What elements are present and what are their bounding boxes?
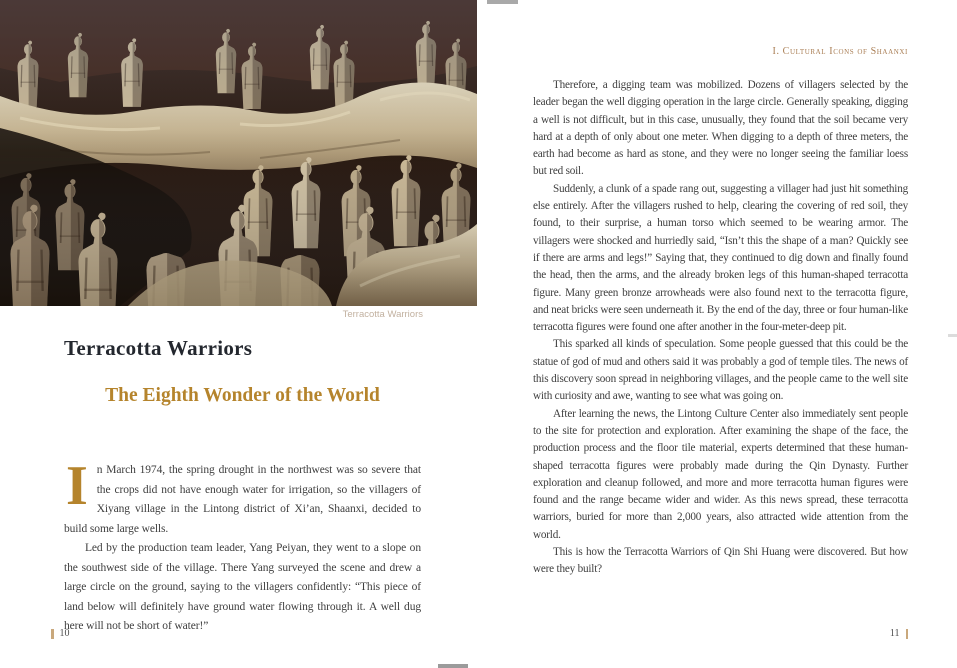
running-header: I. Cultural Icons of Shaanxi	[772, 46, 908, 57]
photo-caption: Terracotta Warriors	[342, 309, 423, 320]
right-page-body	[533, 77, 908, 579]
right-edge-marker	[948, 334, 957, 337]
drop-cap: I	[66, 455, 88, 517]
paragraph: This sparked all kinds of speculation. Some people guessed that this could be the statue of god of mud and others said it was probably a god of temple tiles. The news of this discovery soon spread in neighboring villages, and the people came to the well site with curiosity and awe, wanting to see what was going on.	[533, 338, 908, 403]
page-rule	[906, 629, 909, 639]
paragraph-text: n March 1974, the spring drought in the northwest was so severe that the crops did not have enough water for irrigation, so the villagers of Xiyang village in the Lintong district of Xi’an, Shaanxi, decided to build some large wells.	[64, 464, 421, 535]
page-rule	[51, 629, 54, 639]
chapter-title: Terracotta Warriors	[64, 336, 253, 360]
page-number: 10	[59, 628, 70, 639]
bottom-edge-marker	[438, 664, 468, 668]
right-page-footer	[533, 628, 908, 639]
paragraph: After learning the news, the Lintong Culture Center also immediately sent people to the site for protection and exploration. After examining the shape of the face, the production process and the floor tile material, experts determined that these human-shaped terracotta figures were probably made during the Qin Dynasty. Further exploration and cleanup followed, and more and more terracotta human figures were found and the range became wider and wider. As this news spread, these terracotta warriors, buried for more than 2,000 years, also attracted wide attention from the world.	[533, 407, 908, 541]
left-page-footer	[51, 628, 70, 639]
paragraph: Suddenly, a clunk of a spade rang out, suggesting a villager had just hit something else entirely. After the villagers rushed to help, clearing the covering of red soil, they found, to their surprise, a human torso which seemed to be wearing armor. The villagers were shocked and hurriedly said, “Isn’t this the shape of a man? Quickly see if there are arms and legs!” Saying that, they continued to dig down and finally found the head, then the arms, and the already broken legs of this human-shaped terracotta figure. Many green bronze arrowheads were also found next to the terracotta figure, and neat bricks were seen underneath it. By the end of the day, three or four human-like terracotta figures were found one after another in the four-meter-deep pit.	[533, 182, 908, 334]
top-edge-marker	[487, 0, 518, 4]
paragraph: Led by the production team leader, Yang Peiyan, they went to a slope on the southwest side of the village. There Yang surveyed the scene and drew a large circle on the ground, saying to the villagers confidently: “This piece of land below will definitely have ground water flowing through it. A well dug here will not be short of water!”	[64, 542, 421, 632]
chapter-subtitle: The Eighth Wonder of the World	[105, 385, 380, 406]
paragraph	[64, 455, 421, 539]
page-number: 11	[889, 628, 900, 639]
paragraph: Therefore, a digging team was mobilized. Dozens of villagers selected by the leader began the well digging operation in the large circle. Generally speaking, digging a well is not difficult, but in this case, unusually, they found that the soil became very hard at a depth of only about one meter. When digging to a depth of three meters, the earth had become as hard as stone, and they were no longer seeing the familiar loess but red soil.	[533, 79, 908, 178]
left-page-body	[64, 455, 421, 637]
paragraph: This is how the Terracotta Warriors of Qin Shi Huang were discovered. But how were they built?	[533, 546, 908, 576]
terracotta-warriors-photo	[0, 0, 477, 306]
